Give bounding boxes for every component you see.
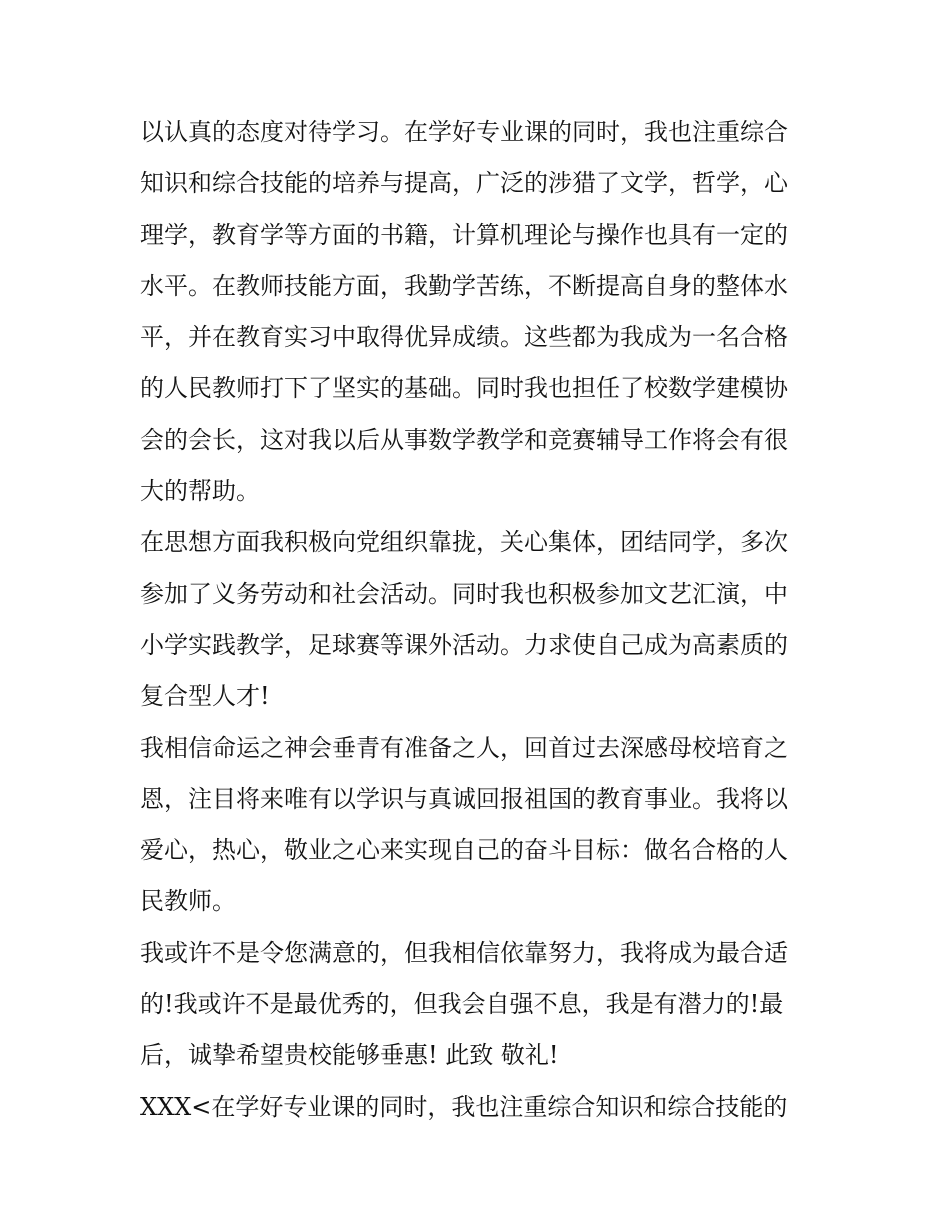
text-line: 平，并在教育实习中取得优异成绩。这些都为我成为一名合格: [140, 323, 788, 352]
text-line: 恩，注目将来唯有以学识与真诚回报祖国的教育事业。我将以: [140, 784, 788, 813]
text-line: 理学，教育学等方面的书籍，计算机理论与操作也具有一定的: [140, 220, 788, 249]
text-line: 我或许不是令您满意的，但我相信依靠努力，我将成为最合适: [140, 938, 788, 967]
text-line: 大的帮助。: [140, 477, 260, 506]
text-line: 民教师。: [140, 887, 236, 916]
text-line: 会的会长，这对我以后从事数学教学和竞赛辅导工作将会有很: [140, 425, 788, 454]
document-body: [140, 107, 820, 1133]
text-line: 复合型人才!: [140, 682, 270, 711]
text-line: 水平。在教师技能方面，我勤学苦练，不断提高自身的整体水: [140, 271, 788, 300]
text-line: 知识和综合技能的培养与提高，广泛的涉猎了文学，哲学，心: [140, 169, 788, 198]
text-line: 参加了义务劳动和社会活动。同时我也积极参加文艺汇演，中: [140, 579, 788, 608]
text-line: 以认真的态度对待学习。在学好专业课的同时，我也注重综合: [140, 118, 788, 146]
text-line: 小学实践教学，足球赛等课外活动。力求使自己成为高素质的: [140, 630, 788, 659]
text-line: 后，诚挚希望贵校能够垂惠! 此致 敬礼!: [140, 1041, 559, 1070]
text-line: 的人民教师打下了坚实的基础。同时我也担任了校数学建模协: [140, 374, 788, 403]
text-line: 我相信命运之神会垂青有准备之人，回首过去深感母校培育之: [140, 733, 788, 762]
text-line: 在思想方面我积极向党组织靠拢，关心集体，团结同学，多次: [140, 528, 788, 557]
text-line: 爱心，热心，敬业之心来实现自己的奋斗目标：做名合格的人: [140, 836, 788, 865]
text-line: XXX<在学好专业课的同时，我也注重综合知识和综合技能的: [140, 1092, 788, 1121]
text-line: 的!我或许不是最优秀的，但我会自强不息，我是有潜力的!最: [140, 990, 784, 1019]
